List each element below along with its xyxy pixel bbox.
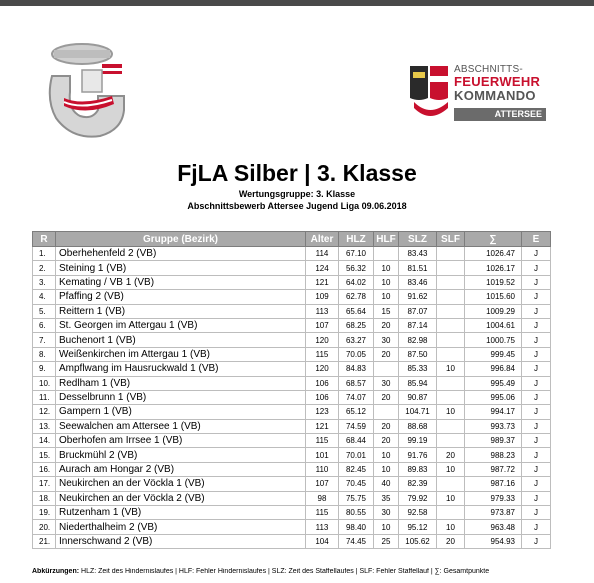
cell-hlf: 10 <box>374 275 399 289</box>
cell-rank: 2. <box>33 261 56 275</box>
table-row <box>33 419 551 433</box>
table-row <box>33 520 551 534</box>
cell-hlz: 70.01 <box>339 448 374 462</box>
cell-e: J <box>522 304 551 318</box>
cell-hlf: 10 <box>374 261 399 275</box>
cell-slf: 20 <box>437 534 465 548</box>
cell-sum: 1019.52 <box>465 275 522 289</box>
cell-hlz: 70.45 <box>339 477 374 491</box>
cell-slz: 87.50 <box>399 347 437 361</box>
cell-hlz: 82.45 <box>339 462 374 476</box>
cell-slf: 10 <box>437 362 465 376</box>
cell-group: Gampern 1 (VB) <box>56 405 306 419</box>
column-header-rank: R <box>33 232 56 247</box>
cell-rank: 1. <box>33 247 56 261</box>
cell-slf <box>437 290 465 304</box>
cell-e: J <box>522 520 551 534</box>
cell-e: J <box>522 506 551 520</box>
cell-group: Redlham 1 (VB) <box>56 376 306 390</box>
cell-hlf: 10 <box>374 290 399 304</box>
table-row <box>33 405 551 419</box>
cell-e: J <box>522 534 551 548</box>
cell-rank: 7. <box>33 333 56 347</box>
cell-group: St. Georgen im Attergau 1 (VB) <box>56 318 306 332</box>
table-row <box>33 491 551 505</box>
table-header-row <box>33 232 551 247</box>
cell-rank: 9. <box>33 362 56 376</box>
cell-rank: 11. <box>33 390 56 404</box>
cell-rank: 21. <box>33 534 56 548</box>
cell-sum: 994.17 <box>465 405 522 419</box>
cell-sum: 996.84 <box>465 362 522 376</box>
cell-slz: 90.87 <box>399 390 437 404</box>
cell-sum: 989.37 <box>465 434 522 448</box>
cell-slz: 89.83 <box>399 462 437 476</box>
cell-e: J <box>522 462 551 476</box>
cell-hlz: 68.57 <box>339 376 374 390</box>
cell-alter: 110 <box>306 462 339 476</box>
table-row <box>33 275 551 289</box>
top-bar <box>0 0 594 6</box>
cell-sum: 1004.61 <box>465 318 522 332</box>
cell-slz: 83.46 <box>399 275 437 289</box>
cell-hlf: 10 <box>374 520 399 534</box>
cell-slf <box>437 247 465 261</box>
cell-sum: 988.23 <box>465 448 522 462</box>
cell-hlf: 15 <box>374 304 399 318</box>
cell-group: Pfaffing 2 (VB) <box>56 290 306 304</box>
column-header-slf: SLF <box>437 232 465 247</box>
cell-alter: 115 <box>306 434 339 448</box>
cell-slz: 85.94 <box>399 376 437 390</box>
cell-hlz: 70.05 <box>339 347 374 361</box>
cell-alter: 123 <box>306 405 339 419</box>
cell-alter: 114 <box>306 247 339 261</box>
cell-slf: 10 <box>437 491 465 505</box>
cell-slz: 95.12 <box>399 520 437 534</box>
fjla-logo <box>42 40 128 148</box>
cell-alter: 121 <box>306 275 339 289</box>
cell-slz: 87.14 <box>399 318 437 332</box>
cell-alter: 104 <box>306 534 339 548</box>
cell-hlz: 74.45 <box>339 534 374 548</box>
cell-e: J <box>522 390 551 404</box>
cell-rank: 3. <box>33 275 56 289</box>
cell-hlf: 30 <box>374 506 399 520</box>
cell-slf <box>437 333 465 347</box>
column-header-hlz: HLZ <box>339 232 374 247</box>
cell-hlf: 10 <box>374 448 399 462</box>
cell-group: Niederthalheim 2 (VB) <box>56 520 306 534</box>
cell-alter: 113 <box>306 520 339 534</box>
cell-rank: 4. <box>33 290 56 304</box>
cell-e: J <box>522 275 551 289</box>
cell-hlz: 74.59 <box>339 419 374 433</box>
cell-e: J <box>522 261 551 275</box>
cell-rank: 10. <box>33 376 56 390</box>
cell-hlf <box>374 362 399 376</box>
cell-slz: 92.58 <box>399 506 437 520</box>
cell-rank: 6. <box>33 318 56 332</box>
cell-sum: 1026.47 <box>465 247 522 261</box>
cell-sum: 954.93 <box>465 534 522 548</box>
cell-e: J <box>522 448 551 462</box>
cell-e: J <box>522 405 551 419</box>
cell-sum: 1026.17 <box>465 261 522 275</box>
table-row <box>33 506 551 520</box>
cell-hlf <box>374 247 399 261</box>
cell-hlz: 74.07 <box>339 390 374 404</box>
cell-slz: 82.98 <box>399 333 437 347</box>
table-row <box>33 390 551 404</box>
table-row <box>33 477 551 491</box>
cell-slf <box>437 318 465 332</box>
cell-group: Steining 1 (VB) <box>56 261 306 275</box>
cell-hlz: 75.75 <box>339 491 374 505</box>
cell-sum: 987.16 <box>465 477 522 491</box>
cell-slz: 91.62 <box>399 290 437 304</box>
cell-group: Ampflwang im Hausruckwald 1 (VB) <box>56 362 306 376</box>
column-header-e: E <box>522 232 551 247</box>
cell-hlf: 30 <box>374 333 399 347</box>
cell-hlf: 20 <box>374 434 399 448</box>
cell-e: J <box>522 290 551 304</box>
table-body <box>33 247 551 549</box>
cell-group: Rutzenham 1 (VB) <box>56 506 306 520</box>
cell-slf <box>437 376 465 390</box>
cell-e: J <box>522 419 551 433</box>
cell-group: Oberhofen am Irrsee 1 (VB) <box>56 434 306 448</box>
logo-line4: ATTERSEE <box>454 108 546 121</box>
table-row <box>33 261 551 275</box>
cell-slz: 91.76 <box>399 448 437 462</box>
subtitle-group: Wertungsgruppe: 3. Klasse <box>238 189 356 199</box>
cell-hlf: 10 <box>374 462 399 476</box>
cell-e: J <box>522 318 551 332</box>
cell-rank: 16. <box>33 462 56 476</box>
cell-hlz: 65.64 <box>339 304 374 318</box>
cell-slz: 105.62 <box>399 534 437 548</box>
table-row <box>33 434 551 448</box>
cell-alter: 115 <box>306 347 339 361</box>
cell-group: Desselbrunn 1 (VB) <box>56 390 306 404</box>
cell-slz: 79.92 <box>399 491 437 505</box>
cell-group: Innerschwand 2 (VB) <box>56 534 306 548</box>
cell-rank: 14. <box>33 434 56 448</box>
subtitle-event: Abschnittsbewerb Attersee Jugend Liga 09.06.2018 <box>187 201 407 211</box>
column-header-group: Gruppe (Bezirk) <box>56 232 306 247</box>
cell-group: Aurach am Hongar 2 (VB) <box>56 462 306 476</box>
cell-rank: 17. <box>33 477 56 491</box>
table-row <box>33 448 551 462</box>
cell-rank: 18. <box>33 491 56 505</box>
cell-sum: 963.48 <box>465 520 522 534</box>
cell-alter: 109 <box>306 290 339 304</box>
cell-e: J <box>522 247 551 261</box>
cell-hlf: 20 <box>374 419 399 433</box>
cell-sum: 993.73 <box>465 419 522 433</box>
table-row <box>33 290 551 304</box>
table-row <box>33 247 551 261</box>
cell-hlf: 25 <box>374 534 399 548</box>
cell-sum: 1015.60 <box>465 290 522 304</box>
cell-e: J <box>522 347 551 361</box>
cell-hlz: 68.25 <box>339 318 374 332</box>
cell-rank: 19. <box>33 506 56 520</box>
cell-rank: 20. <box>33 520 56 534</box>
cell-alter: 107 <box>306 318 339 332</box>
cell-e: J <box>522 434 551 448</box>
cell-alter: 101 <box>306 448 339 462</box>
cell-sum: 1009.29 <box>465 304 522 318</box>
cell-hlz: 62.78 <box>339 290 374 304</box>
cell-hlz: 67.10 <box>339 247 374 261</box>
abschnitts-feuerwehrkommando-logo <box>408 60 548 124</box>
cell-rank: 12. <box>33 405 56 419</box>
cell-slf <box>437 304 465 318</box>
cell-sum: 995.49 <box>465 376 522 390</box>
cell-rank: 13. <box>33 419 56 433</box>
cell-slz: 81.51 <box>399 261 437 275</box>
cell-rank: 5. <box>33 304 56 318</box>
table-row <box>33 333 551 347</box>
cell-hlf: 20 <box>374 318 399 332</box>
cell-slz: 87.07 <box>399 304 437 318</box>
cell-alter: 120 <box>306 333 339 347</box>
cell-group: Oberhehenfeld 2 (VB) <box>56 247 306 261</box>
cell-hlf: 30 <box>374 376 399 390</box>
cell-hlz: 80.55 <box>339 506 374 520</box>
cell-slf: 10 <box>437 520 465 534</box>
table-row <box>33 347 551 361</box>
table-row <box>33 362 551 376</box>
table-row <box>33 534 551 548</box>
cell-group: Buchenort 1 (VB) <box>56 333 306 347</box>
cell-hlf: 35 <box>374 491 399 505</box>
cell-alter: 115 <box>306 506 339 520</box>
cell-alter: 124 <box>306 261 339 275</box>
cell-slf <box>437 390 465 404</box>
cell-hlz: 68.44 <box>339 434 374 448</box>
cell-group: Weißenkirchen im Attergau 1 (VB) <box>56 347 306 361</box>
table-row <box>33 318 551 332</box>
cell-sum: 987.72 <box>465 462 522 476</box>
cell-alter: 106 <box>306 390 339 404</box>
cell-slf: 20 <box>437 448 465 462</box>
cell-slz: 82.39 <box>399 477 437 491</box>
column-header-slz: SLZ <box>399 232 437 247</box>
cell-alter: 98 <box>306 491 339 505</box>
cell-slf <box>437 275 465 289</box>
cell-slf <box>437 477 465 491</box>
cell-sum: 999.45 <box>465 347 522 361</box>
cell-hlf <box>374 405 399 419</box>
cell-e: J <box>522 376 551 390</box>
cell-hlz: 98.40 <box>339 520 374 534</box>
cell-sum: 995.06 <box>465 390 522 404</box>
cell-slf <box>437 261 465 275</box>
column-header-hlf: HLF <box>374 232 399 247</box>
cell-group: Neukirchen an der Vöckla 2 (VB) <box>56 491 306 505</box>
cell-e: J <box>522 477 551 491</box>
table-row <box>33 376 551 390</box>
cell-slz: 88.68 <box>399 419 437 433</box>
cell-alter: 121 <box>306 419 339 433</box>
page-title: FjLA Silber | 3. Klasse <box>177 160 417 186</box>
cell-alter: 107 <box>306 477 339 491</box>
cell-slf <box>437 419 465 433</box>
cell-hlz: 64.02 <box>339 275 374 289</box>
cell-group: Seewalchen am Attersee 1 (VB) <box>56 419 306 433</box>
cell-group: Kemating / VB 1 (VB) <box>56 275 306 289</box>
cell-slf <box>437 347 465 361</box>
cell-alter: 113 <box>306 304 339 318</box>
logo-line2: FEUERWEHR <box>454 74 541 89</box>
cell-slf <box>437 506 465 520</box>
results-table <box>32 231 551 549</box>
cell-slz: 83.43 <box>399 247 437 261</box>
cell-group: Reittern 1 (VB) <box>56 304 306 318</box>
cell-alter: 106 <box>306 376 339 390</box>
cell-slz: 104.71 <box>399 405 437 419</box>
abbreviations-footer <box>32 568 550 575</box>
cell-slz: 99.19 <box>399 434 437 448</box>
cell-sum: 979.33 <box>465 491 522 505</box>
cell-hlz: 65.12 <box>339 405 374 419</box>
cell-hlf: 20 <box>374 390 399 404</box>
cell-e: J <box>522 362 551 376</box>
cell-slz: 85.33 <box>399 362 437 376</box>
footer-text: HLZ: Zeit des Hindernislaufes | HLF: Fehler Hindernislaufes | SLZ: Zeit des Staffellaufes | SLF: Fehler Staffellauf | ∑: Gesamtpunkte <box>79 568 490 575</box>
cell-rank: 15. <box>33 448 56 462</box>
cell-slf: 10 <box>437 405 465 419</box>
cell-hlz: 63.27 <box>339 333 374 347</box>
cell-hlf: 20 <box>374 347 399 361</box>
logo-text <box>454 64 540 103</box>
cell-alter: 120 <box>306 362 339 376</box>
column-header-alter: Alter <box>306 232 339 247</box>
table-row <box>33 462 551 476</box>
cell-slf: 10 <box>437 462 465 476</box>
cell-hlf: 40 <box>374 477 399 491</box>
cell-sum: 973.87 <box>465 506 522 520</box>
cell-sum: 1000.75 <box>465 333 522 347</box>
column-header-sum: ∑ <box>465 232 522 247</box>
logo-line1: ABSCHNITTS- <box>454 64 523 75</box>
cell-group: Neukirchen an der Vöckla 1 (VB) <box>56 477 306 491</box>
cell-rank: 8. <box>33 347 56 361</box>
cell-e: J <box>522 491 551 505</box>
cell-hlz: 56.32 <box>339 261 374 275</box>
cell-slf <box>437 434 465 448</box>
logo-line3: KOMMANDO <box>454 88 536 103</box>
cell-hlz: 84.83 <box>339 362 374 376</box>
footer-label: Abkürzungen: <box>32 568 80 575</box>
cell-group: Bruckmühl 2 (VB) <box>56 448 306 462</box>
cell-e: J <box>522 333 551 347</box>
table-row <box>33 304 551 318</box>
